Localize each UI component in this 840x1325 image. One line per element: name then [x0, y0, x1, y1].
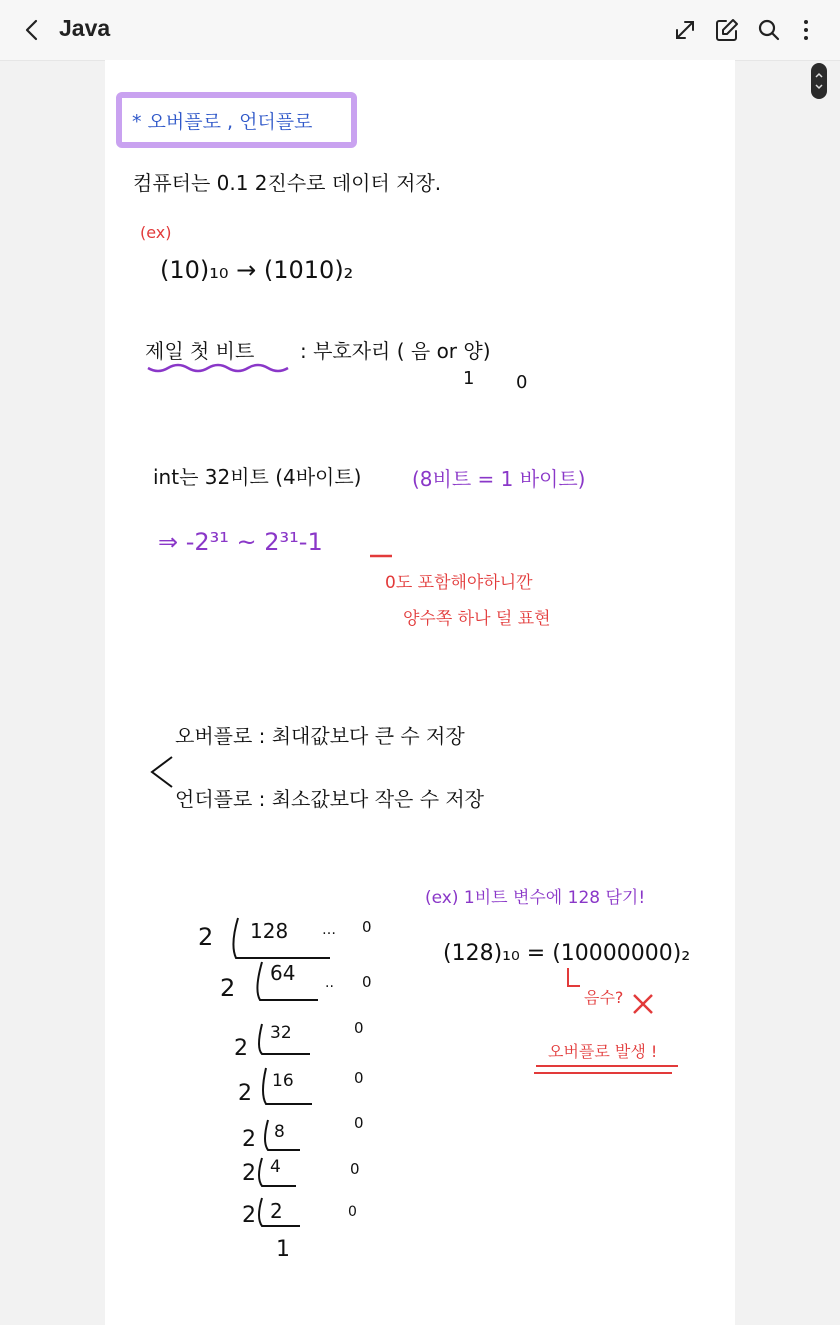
cross-mark-icon: [634, 995, 652, 1013]
range-note-1: 0도 포함해야하니깐: [385, 573, 533, 593]
svg-text:..: ..: [325, 975, 334, 991]
div-number-2: 64: [270, 961, 296, 985]
div-divisor-7: 2: [242, 1203, 256, 1228]
overflow-def: 오버플로 : 최대값보다 큰 수 저장: [175, 724, 465, 748]
div-number-3: 32: [270, 1023, 292, 1043]
ex-label-2: (ex) 1비트 변수에 128 담기!: [425, 888, 646, 908]
div-divisor-2: 2: [220, 974, 236, 1002]
byte-note: (8비트 = 1 바이트): [412, 467, 586, 491]
div-divisor-6: 2: [242, 1161, 256, 1186]
int-size-line: int는 32비트 (4바이트): [153, 465, 362, 489]
div-number-6: 4: [270, 1157, 281, 1177]
div-divisor-4: 2: [238, 1081, 252, 1106]
div-divisor-3: 2: [234, 1036, 248, 1061]
msb-pointer: [568, 968, 580, 986]
sign-pos-value: 0: [516, 372, 528, 393]
div-remainder-5: 0: [354, 1114, 364, 1132]
div-number-5: 8: [274, 1122, 285, 1142]
div-remainder-1: 0: [362, 918, 372, 936]
div-final: 1: [276, 1237, 290, 1262]
conversion-10: (10)₁₀ → (1010)₂: [160, 256, 354, 284]
int-range: ⇒ -2³¹ ~ 2³¹-1: [158, 528, 323, 556]
overflow-result: 오버플로 발생 !: [548, 1042, 658, 1061]
sign-bit-desc: : 부호자리 ( 음 or 양): [300, 339, 491, 363]
div-number-4: 16: [272, 1071, 294, 1091]
range-note-2: 양수쪽 하나 덜 표현: [403, 609, 551, 629]
page-title: Java: [59, 15, 111, 41]
underflow-def: 언더플로 : 최소값보다 작은 수 저장: [175, 787, 485, 811]
brace-bracket: [152, 757, 172, 787]
sign-neg-value: 1: [463, 368, 475, 389]
div-number-1: 128: [250, 919, 289, 943]
division-steps: [198, 918, 372, 1262]
div-remainder-7: 0: [348, 1204, 357, 1220]
ex-label-1: (ex): [140, 223, 172, 242]
div-divisor-1: 2: [198, 923, 214, 951]
div-remainder-3: 0: [354, 1019, 364, 1037]
div-remainder-6: 0: [350, 1160, 360, 1178]
negative-question: 음수?: [584, 988, 624, 1007]
div-divisor-5: 2: [242, 1127, 256, 1152]
div-remainder-2: 0: [362, 973, 372, 991]
sign-bit-label: 제일 첫 비트: [145, 339, 255, 363]
div-remainder-4: 0: [354, 1069, 364, 1087]
line-storage: 컴퓨터는 0.1 2진수로 데이터 저장.: [133, 171, 442, 195]
conversion-128: (128)₁₀ = (10000000)₂: [443, 941, 691, 966]
header-text: * 오버플로 , 언더플로: [132, 111, 313, 133]
svg-text:…: …: [322, 922, 336, 938]
div-number-7: 2: [270, 1199, 283, 1223]
wavy-underline: [148, 365, 288, 371]
